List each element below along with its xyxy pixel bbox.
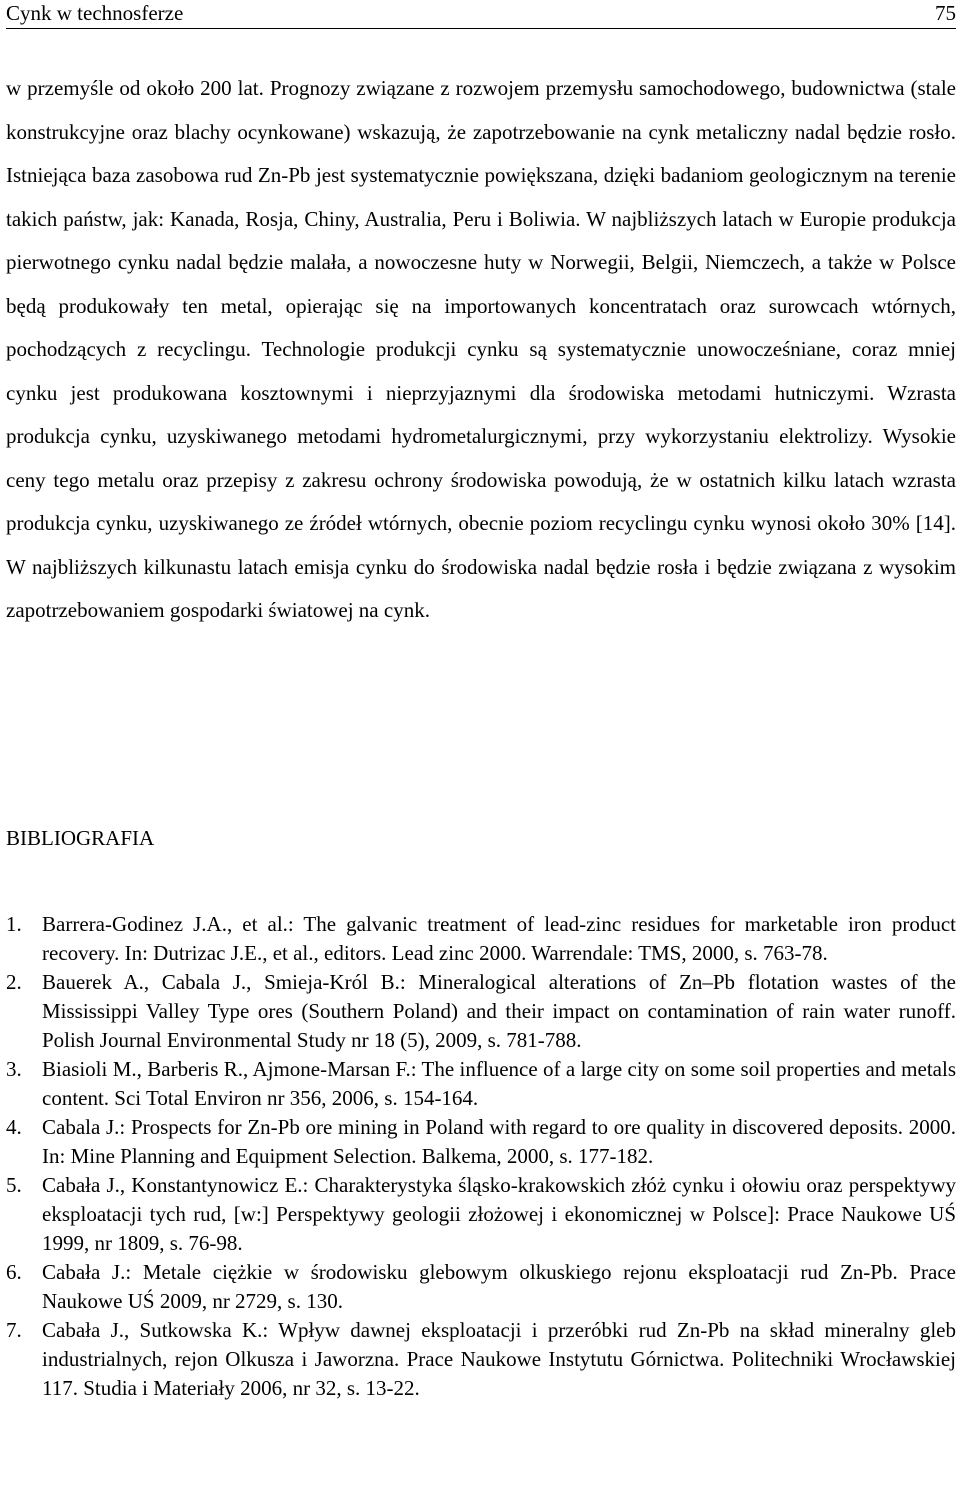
reference-number: 5. [6, 1173, 22, 1197]
reference-text: Cabala J.: Prospects for Zn-Pb ore mining in Poland with regard to ore quality in discovered deposits. 2000. In: Mine Planning and Equipment Selection. Balkema, 2000, s. 177-182. [42, 1115, 956, 1168]
reference-text: Cabała J., Konstantynowicz E.: Charakterystyka śląsko-krakowskich złóż cynku i ołowiu oraz perspektywy eksploatacji tych rud, [w:] Perspektywy geologii złożowej i ekonomicznej w Polsce]: Prace Naukowe UŚ 1999, nr 1809, s. 76-98. [42, 1173, 956, 1255]
reference-text: Barrera-Godinez J.A., et al.: The galvanic treatment of lead-zinc residues for marketable iron product recovery. In: Dutrizac J.E., et al., editors. Lead zinc 2000. Warrendale: TMS, 2000, s. 763-78. [42, 912, 956, 965]
bibliography-item [6, 910, 956, 968]
reference-number: 4. [6, 1115, 22, 1139]
running-header [6, 0, 956, 29]
reference-number: 6. [6, 1260, 22, 1284]
running-header-title: Cynk w technosferze [6, 1, 184, 25]
reference-number: 2. [6, 970, 22, 994]
bibliography-heading: BIBLIOGRAFIA [6, 826, 155, 850]
bibliography-item [6, 1171, 956, 1258]
reference-text: Biasioli M., Barberis R., Ajmone-Marsan F.: The influence of a large city on some soil properties and metals content. Sci Total Environ nr 356, 2006, s. 154-164. [42, 1057, 956, 1110]
bibliography-item [6, 968, 956, 1055]
bibliography-item [6, 1055, 956, 1113]
reference-text: Bauerek A., Cabala J., Smieja-Król B.: Mineralogical alterations of Zn–Pb flotation wastes of the Mississippi Valley Type ores (Southern Poland) and their impact on contamination of rain water runoff. Polish Journal Environmental Study nr 18 (5), 2009, s. 781-788. [42, 970, 956, 1052]
reference-number: 1. [6, 912, 22, 936]
bibliography-list [6, 910, 956, 1403]
reference-text: Cabała J., Sutkowska K.: Wpływ dawnej eksploatacji i przeróbki rud Zn-Pb na skład mineralny gleb industrialnych, rejon Olkusza i Jaworzna. Prace Naukowe Instytutu Górnictwa. Politechniki Wrocławskiej 117. Studia i Materiały 2006, nr 32, s. 13-22. [42, 1318, 956, 1400]
bibliography-item [6, 1113, 956, 1171]
reference-number: 3. [6, 1057, 22, 1081]
page-number: 75 [935, 1, 956, 25]
reference-number: 7. [6, 1318, 22, 1342]
reference-text: Cabała J.: Metale ciężkie w środowisku glebowym olkuskiego rejonu eksploatacji rud Zn-Pb. Prace Naukowe UŚ 2009, nr 2729, s. 130. [42, 1260, 956, 1313]
body-paragraph: w przemyśle od około 200 lat. Prognozy związane z rozwojem przemysłu samochodowego, budownictwa (stale konstrukcyjne oraz blachy ocynkowane) wskazują, że zapotrzebowanie na cynk metaliczny nadal będzie rosło. Istniejąca baza zasobowa rud Zn-Pb jest systematycznie powiększana, dzięki badaniom geologicznym na terenie takich państw, jak: Kanada, Rosja, Chiny, Australia, Peru i Boliwia. W najbliższych latach w Europie produkcja pierwotnego cynku nadal będzie malała, a nowoczesne huty w Norwegii, Belgii, Niemczech, a także w Polsce będą produkowały ten metal, opierając się na importowanych koncentratach oraz surowcach wtórnych, pochodzących z recyclingu. Technologie produkcji cynku są systematycznie unowocześniane, coraz mniej cynku jest produkowana kosztownymi i nieprzyjaznymi dla środowiska metodami hutniczymi. Wzrasta produkcja cynku, uzyskiwanego metodami hydrometalurgicznymi, przy wykorzystaniu elektrolizy. Wysokie ceny tego metalu oraz przepisy z zakresu ochrony środowiska powodują, że w ostatnich kilku latach wzrasta produkcja cynku, uzyskiwanego ze źródeł wtórnych, obecnie poziom recyclingu cynku wynosi około 30% [14]. W najbliższych kilkunastu latach emisja cynku do środowiska nadal będzie rosła i będzie związana z wysokim zapotrzebowaniem gospodarki światowej na cynk. [6, 76, 956, 622]
bibliography-item [6, 1258, 956, 1316]
bibliography-item [6, 1316, 956, 1403]
